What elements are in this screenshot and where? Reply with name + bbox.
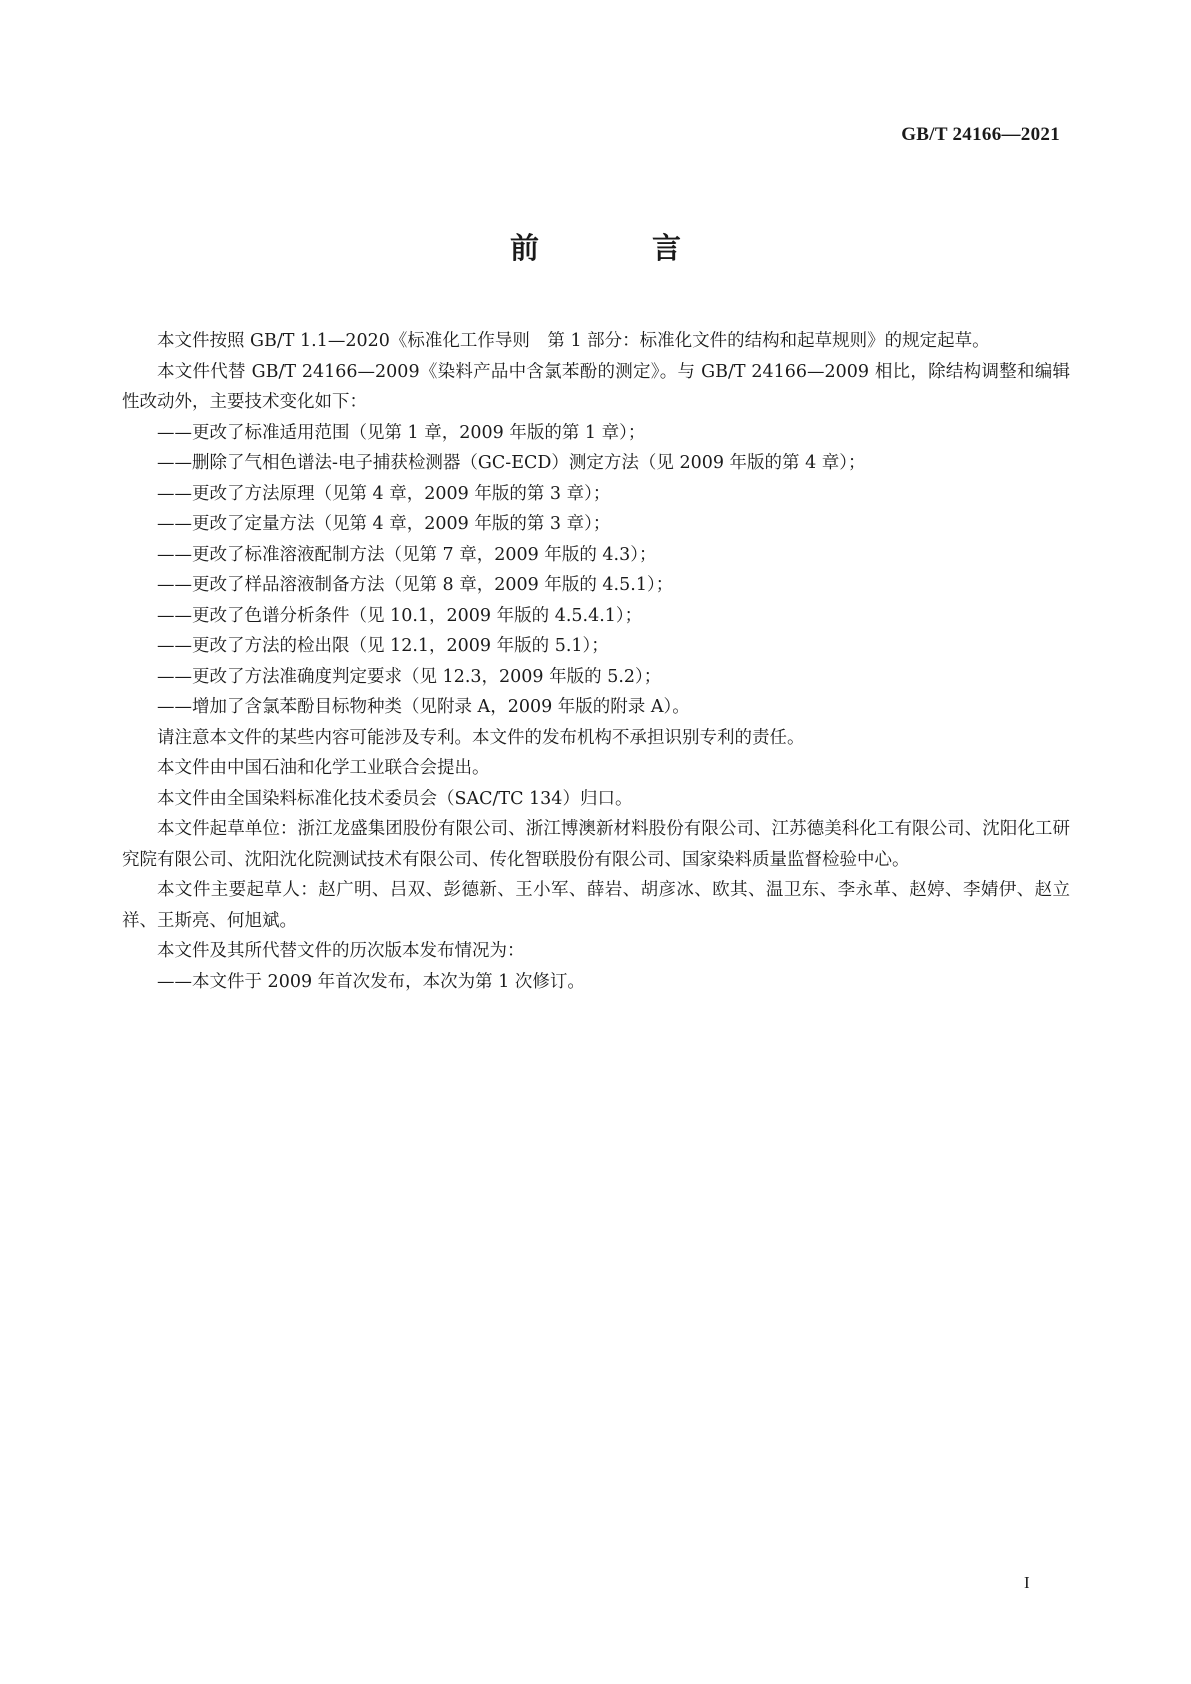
list-item: ——增加了含氯苯酚目标物种类（见附录 A，2009 年版的附录 A）。 bbox=[157, 697, 690, 717]
document-body bbox=[122, 326, 1070, 997]
standard-code: GB/T 24166—2021 bbox=[901, 124, 1060, 145]
paragraph-proposer: 本文件由中国石油和化学工业联合会提出。 bbox=[157, 758, 490, 778]
paragraph-drafting-basis: 本文件按照 GB/T 1.1—2020《标准化工作导则 第 1 部分：标准化文件的结构和起草规则》的规定起草。 bbox=[157, 331, 990, 351]
list-item: ——更改了标准适用范围（见第 1 章，2009 年版的第 1 章）； bbox=[157, 422, 646, 443]
paragraph-drafting-units: 本文件起草单位：浙江龙盛集团股份有限公司、浙江博澳新材料股份有限公司、江苏德美科化工有限公司、沈阳化工研究院有限公司、沈阳沈化院测试技术有限公司、传化智联股份有限公司、国家染料质量监督检验中心。 bbox=[122, 819, 1070, 870]
paragraph-version-history: 本文件及其所代替文件的历次版本发布情况为： bbox=[157, 941, 525, 961]
list-item: ——更改了标准溶液配制方法（见第 7 章，2009 年版的 4.3）； bbox=[157, 544, 657, 565]
paragraph-patent-notice: 请注意本文件的某些内容可能涉及专利。本文件的发布机构不承担识别专利的责任。 bbox=[157, 727, 805, 748]
page-title: 前 言 bbox=[509, 231, 723, 265]
list-item: ——更改了方法原理（见第 4 章，2009 年版的第 3 章）； bbox=[157, 483, 611, 504]
list-item: ——更改了方法准确度判定要求（见 12.3，2009 年版的 5.2）； bbox=[157, 666, 662, 687]
page-number: I bbox=[1024, 1573, 1030, 1592]
list-item: ——更改了色谱分析条件（见 10.1，2009 年版的 4.5.4.1）； bbox=[157, 605, 643, 626]
list-item: ——更改了方法的检出限（见 12.1，2009 年版的 5.1）； bbox=[157, 636, 609, 656]
list-item: ——更改了定量方法（见第 4 章，2009 年版的第 3 章）； bbox=[157, 514, 611, 534]
list-item: ——本文件于 2009 年首次发布，本次为第 1 次修订。 bbox=[157, 971, 585, 992]
paragraph-drafters: 本文件主要起草人：赵广明、吕双、彭德新、王小军、薛岩、胡彦冰、欧其、温卫东、李永革、赵婷、李婧伊、赵立祥、王斯亮、何旭斌。 bbox=[122, 880, 1070, 931]
list-item: ——删除了气相色谱法-电子捕获检测器（GC-ECD）测定方法（见 2009 年版的第 4 章）； bbox=[157, 453, 866, 473]
paragraph-replacement: 本文件代替 GB/T 24166—2009《染料产品中含氯苯酚的测定》。与 GB/T 24166—2009 相比，除结构调整和编辑性改动外，主要技术变化如下： bbox=[122, 361, 1070, 412]
paragraph-technical-committee: 本文件由全国染料标准化技术委员会（SAC/TC 134）归口。 bbox=[157, 788, 633, 809]
list-item: ——更改了样品溶液制备方法（见第 8 章，2009 年版的 4.5.1）； bbox=[157, 575, 674, 595]
